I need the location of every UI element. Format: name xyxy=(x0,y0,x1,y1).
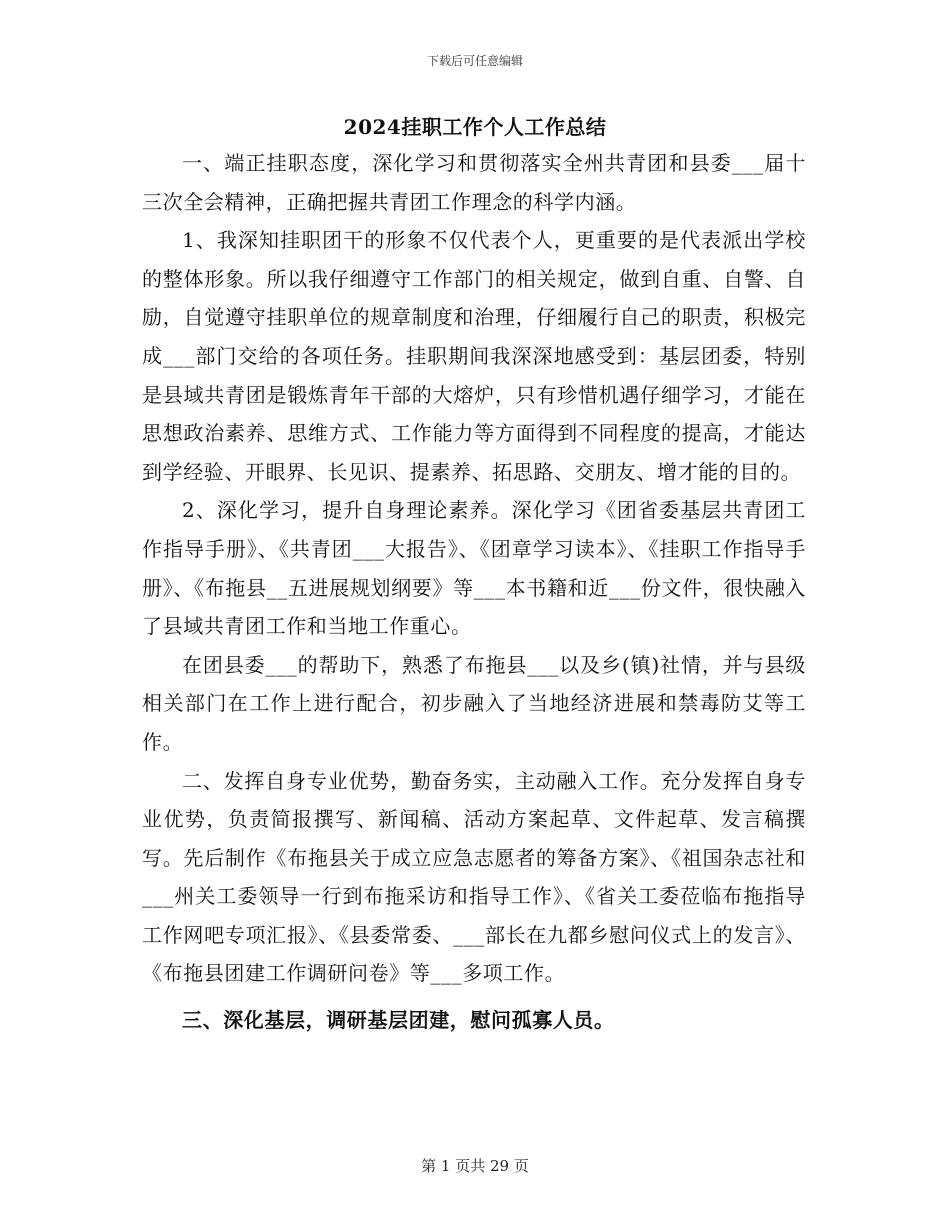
section-heading: 三、深化基层，调研基层团建，慰问孤寡人员。 xyxy=(182,1008,615,1033)
paragraph: 在团县委___的帮助下，熟悉了布拖县___以及乡(镇)社情，并与县级相关部门在工作上进行配合，初步融入了当地经济进展和禁毒防艾等工作。 xyxy=(142,652,806,754)
paragraph: 2、深化学习，提升自身理论素养。深化学习《团省委基层共青团工作指导手册》、《共青团___大报告》、《团章学习读本》、《挂职工作指导手册》、《布拖县__五进展规划纲要》等___本书籍和近___份文件，很快融入了县域共青团工作和当地工作重心。 xyxy=(142,498,806,639)
paragraph: 一、端正挂职态度，深化学习和贯彻落实全州共青团和县委___届十三次全会精神，正确把握共青团工作理念的科学内涵。 xyxy=(142,151,806,214)
paragraph: 二、发挥自身专业优势，勤奋务实，主动融入工作。充分发挥自身专业优势，负责简报撰写、新闻稿、活动方案起草、文件起草、发言稿撰写。先后制作《布拖县关于成立应急志愿者的筹备方案》、《祖国杂志社和___州关工委领导一行到布拖采访和指导工作》、《省关工委莅临布拖指导工作网吧专项汇报》、《县委常委、___部长在九都乡慰问仪式上的发言》、《布拖县团建工作调研问卷》等___多项工作。 xyxy=(142,768,806,986)
document-body xyxy=(142,144,806,1040)
page-header-note: 下载后可任意编辑 xyxy=(426,54,523,68)
page-number: 第 1 页共 29 页 xyxy=(421,1157,529,1175)
document-title: 2024挂职工作个人工作总结 xyxy=(343,115,607,139)
paragraph: 1、我深知挂职团干的形象不仅代表个人，更重要的是代表派出学校的整体形象。所以我仔细遵守工作部门的相关规定，做到自重、自警、自励，自觉遵守挂职单位的规章制度和治理，仔细履行自己的职责，积极完成___部门交给的各项任务。挂职期间我深深地感受到：基层团委，特别是县域共青团是锻炼青年干部的大熔炉，只有珍惜机遇仔细学习，才能在思想政治素养、思维方式、工作能力等方面得到不同程度的提高，才能达到学经验、开眼界、长见识、提素养、拓思路、交朋友、增才能的目的。 xyxy=(142,228,806,484)
